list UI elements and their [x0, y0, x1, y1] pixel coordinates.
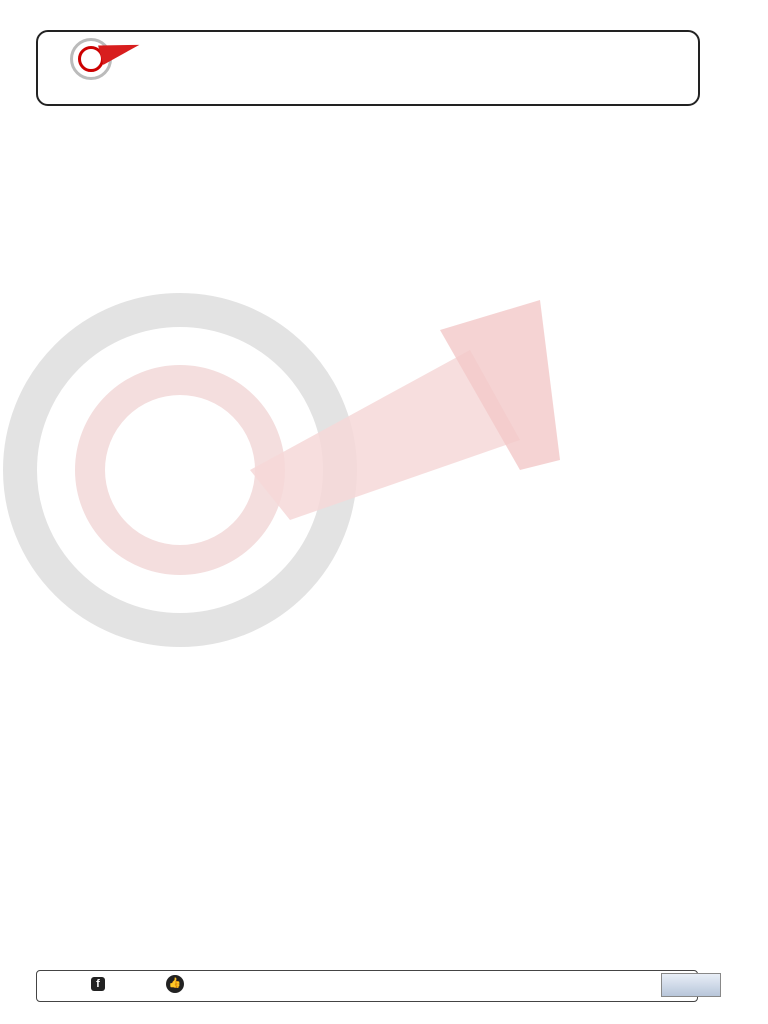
facebook-icon[interactable]: f — [91, 977, 105, 991]
thumbs-up-icon[interactable]: 👍 — [166, 975, 184, 993]
watermark-ring-outer — [20, 310, 340, 630]
megaphone-icon — [98, 35, 142, 65]
watermark-megaphone — [250, 350, 520, 520]
header-box — [36, 30, 700, 106]
watermark-ring-inner — [90, 380, 270, 560]
watermark-megaphone-tip — [440, 300, 560, 470]
cima-logo — [52, 36, 172, 100]
footer — [36, 970, 698, 1002]
page-number — [661, 973, 721, 997]
